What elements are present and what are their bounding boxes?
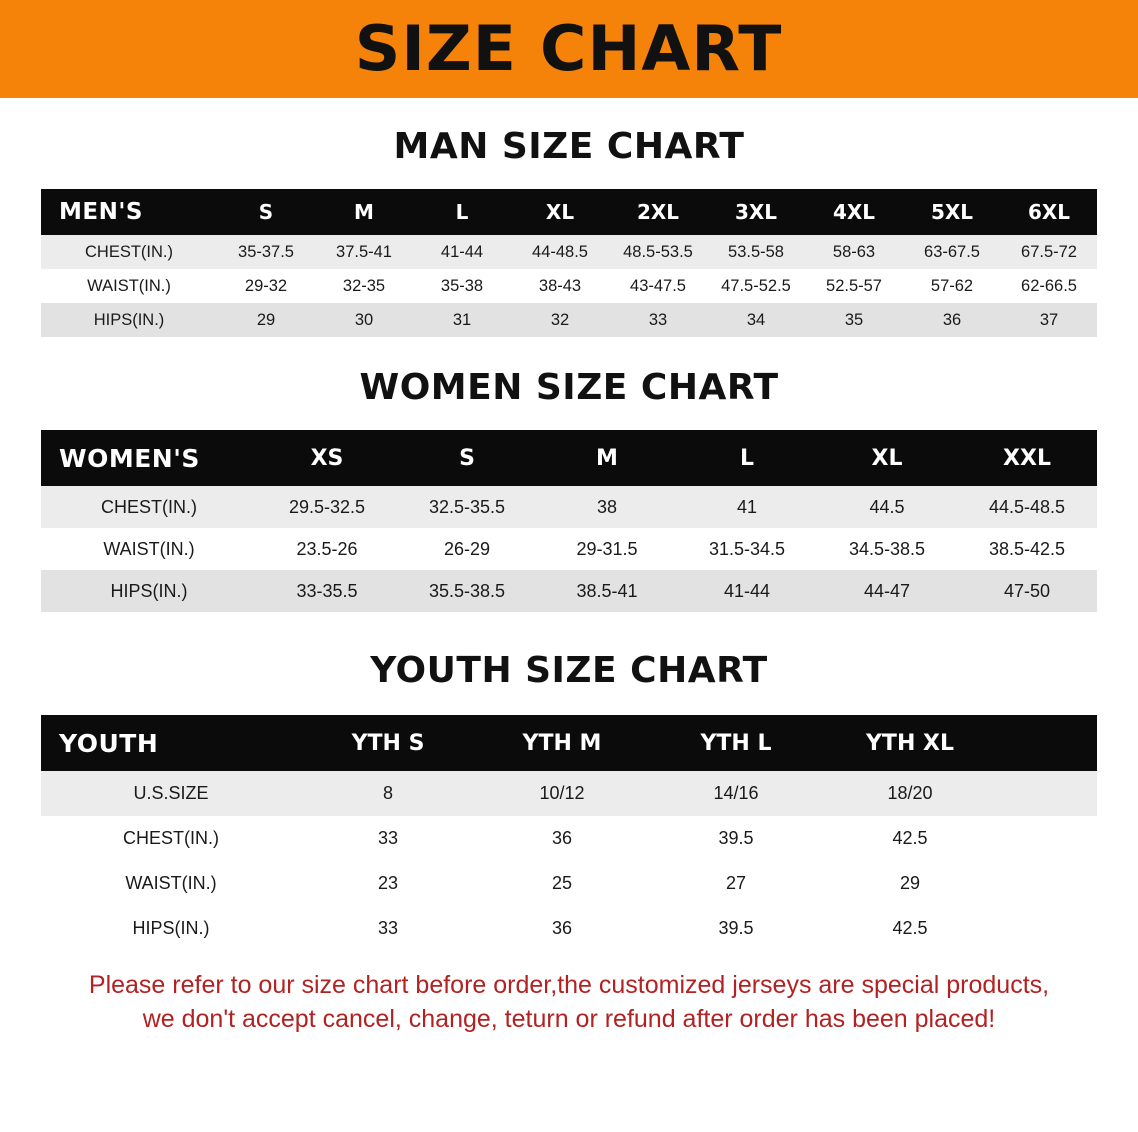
disclaimer-line-2: we don't accept cancel, change, teturn or refund after order has been placed! xyxy=(142,1004,996,1033)
men-col-header: 4XL xyxy=(832,200,876,224)
youth-cell-spacer xyxy=(997,861,1097,906)
youth-cell: 29 xyxy=(899,873,921,893)
youth-cell: 10/12 xyxy=(539,783,585,803)
men-row-label: CHEST(IN.) xyxy=(85,242,173,261)
youth-cell: 39.5 xyxy=(718,828,754,848)
women-cell: 44-47 xyxy=(863,580,911,601)
women-cell: 29-31.5 xyxy=(576,538,638,559)
youth-cell: 36 xyxy=(551,918,573,938)
women-col-header: XXL xyxy=(1003,445,1051,471)
table-row xyxy=(41,235,1097,269)
men-cell: 58-63 xyxy=(832,242,876,261)
youth-cell: 25 xyxy=(551,873,573,893)
youth-size-table xyxy=(41,715,1097,951)
women-col-header: XL xyxy=(871,445,903,471)
women-cell: 32.5-35.5 xyxy=(428,496,506,517)
women-cell: 41 xyxy=(736,496,758,517)
men-col-header: 6XL xyxy=(1027,200,1071,224)
youth-table-header-row xyxy=(41,715,1097,771)
men-cell: 62-66.5 xyxy=(1021,276,1077,295)
table-row xyxy=(41,303,1097,337)
table-row xyxy=(41,861,1097,906)
men-col-header: M xyxy=(354,200,374,224)
men-cell: 47.5-52.5 xyxy=(721,276,791,295)
women-row-label: HIPS(IN.) xyxy=(110,580,188,601)
women-cell: 33-35.5 xyxy=(296,580,358,601)
youth-cell: 33 xyxy=(377,918,399,938)
women-cell: 41-44 xyxy=(723,580,771,601)
women-row-label: WAIST(IN.) xyxy=(103,538,195,559)
disclaimer-line-1: Please refer to our size chart before order,the customized jerseys are special products, xyxy=(88,971,1050,999)
disclaimer-note xyxy=(40,969,1098,1037)
youth-cell: 23 xyxy=(377,873,399,893)
youth-cell: 27 xyxy=(725,873,747,893)
women-size-table xyxy=(41,430,1097,612)
women-cell: 38.5-41 xyxy=(576,580,638,601)
youth-row-label: HIPS(IN.) xyxy=(132,918,210,938)
women-cell: 38.5-42.5 xyxy=(988,538,1066,559)
men-cell: 29 xyxy=(256,310,276,329)
women-corner-label: WOMEN'S xyxy=(59,443,200,473)
women-row-label: CHEST(IN.) xyxy=(101,496,197,517)
youth-cell: 14/16 xyxy=(713,783,759,803)
page-banner xyxy=(0,0,1138,98)
men-cell: 63-67.5 xyxy=(924,242,980,261)
men-cell: 31 xyxy=(452,310,472,329)
men-cell: 35-37.5 xyxy=(238,242,294,261)
men-cell: 33 xyxy=(648,310,668,329)
table-row xyxy=(41,906,1097,951)
men-cell: 29-32 xyxy=(244,276,288,295)
men-cell: 34 xyxy=(746,310,766,329)
youth-col-header: YTH M xyxy=(522,730,602,756)
youth-cell-spacer xyxy=(997,816,1097,861)
table-row xyxy=(41,528,1097,570)
men-cell: 35 xyxy=(844,310,864,329)
men-cell: 53.5-58 xyxy=(728,242,784,261)
men-cell: 38-43 xyxy=(538,276,582,295)
men-col-header: XL xyxy=(545,200,575,224)
youth-col-header: YTH S xyxy=(351,730,425,756)
men-cell: 57-62 xyxy=(930,276,974,295)
women-cell: 44.5-48.5 xyxy=(988,496,1066,517)
men-cell: 30 xyxy=(354,310,374,329)
women-cell: 26-29 xyxy=(443,538,491,559)
men-cell: 36 xyxy=(942,310,962,329)
women-cell: 47-50 xyxy=(1003,580,1051,601)
table-row xyxy=(41,816,1097,861)
men-row-label: HIPS(IN.) xyxy=(93,310,165,329)
man-section-title: MAN SIZE CHART xyxy=(393,126,745,167)
table-row xyxy=(41,269,1097,303)
women-section-title: WOMEN SIZE CHART xyxy=(359,367,779,408)
men-cell: 32-35 xyxy=(342,276,386,295)
youth-cell: 39.5 xyxy=(718,918,754,938)
youth-cell: 8 xyxy=(382,783,393,803)
men-size-table xyxy=(41,189,1097,337)
men-corner-label: MEN'S xyxy=(59,199,143,225)
men-cell: 35-38 xyxy=(440,276,484,295)
women-cell: 29.5-32.5 xyxy=(288,496,366,517)
youth-col-header: YTH XL xyxy=(866,730,954,756)
youth-section-title: YOUTH SIZE CHART xyxy=(370,650,768,691)
youth-cell: 42.5 xyxy=(892,918,928,938)
women-col-header: L xyxy=(739,445,755,471)
men-cell: 37.5-41 xyxy=(336,242,392,261)
men-col-header: 5XL xyxy=(930,200,974,224)
men-cell: 43-47.5 xyxy=(630,276,686,295)
men-col-header: L xyxy=(455,200,469,224)
men-cell: 48.5-53.5 xyxy=(623,242,693,261)
youth-row-label: WAIST(IN.) xyxy=(125,873,217,893)
men-col-header: 3XL xyxy=(734,200,778,224)
table-row xyxy=(41,486,1097,528)
men-cell: 41-44 xyxy=(440,242,484,261)
men-cell: 67.5-72 xyxy=(1021,242,1077,261)
men-cell: 44-48.5 xyxy=(532,242,588,261)
youth-cell: 42.5 xyxy=(892,828,928,848)
table-row xyxy=(41,570,1097,612)
women-cell: 38 xyxy=(596,496,618,517)
men-col-header: S xyxy=(258,200,274,224)
men-cell: 32 xyxy=(550,310,570,329)
youth-corner-label: YOUTH xyxy=(59,728,159,758)
page-title: SIZE CHART xyxy=(355,12,783,85)
youth-cell: 33 xyxy=(377,828,399,848)
women-cell: 31.5-34.5 xyxy=(708,538,786,559)
youth-cell-spacer xyxy=(997,771,1097,816)
women-cell: 44.5 xyxy=(869,496,905,517)
women-col-header: S xyxy=(459,445,475,471)
men-col-header: 2XL xyxy=(636,200,680,224)
men-cell: 37 xyxy=(1039,310,1059,329)
men-row-label: WAIST(IN.) xyxy=(87,276,171,295)
women-cell: 23.5-26 xyxy=(296,538,358,559)
youth-header-spacer xyxy=(997,715,1097,771)
youth-row-label: CHEST(IN.) xyxy=(123,828,219,848)
youth-cell: 18/20 xyxy=(887,783,933,803)
women-cell: 34.5-38.5 xyxy=(848,538,926,559)
table-row xyxy=(41,771,1097,816)
youth-row-label: U.S.SIZE xyxy=(133,783,209,803)
women-col-header: XS xyxy=(310,445,344,471)
youth-cell-spacer xyxy=(997,906,1097,951)
women-cell: 35.5-38.5 xyxy=(428,580,506,601)
men-table-header-row xyxy=(41,189,1097,235)
women-col-header: M xyxy=(596,445,618,471)
youth-cell: 36 xyxy=(551,828,573,848)
women-table-header-row xyxy=(41,430,1097,486)
men-cell: 52.5-57 xyxy=(826,276,882,295)
youth-col-header: YTH L xyxy=(700,730,772,756)
